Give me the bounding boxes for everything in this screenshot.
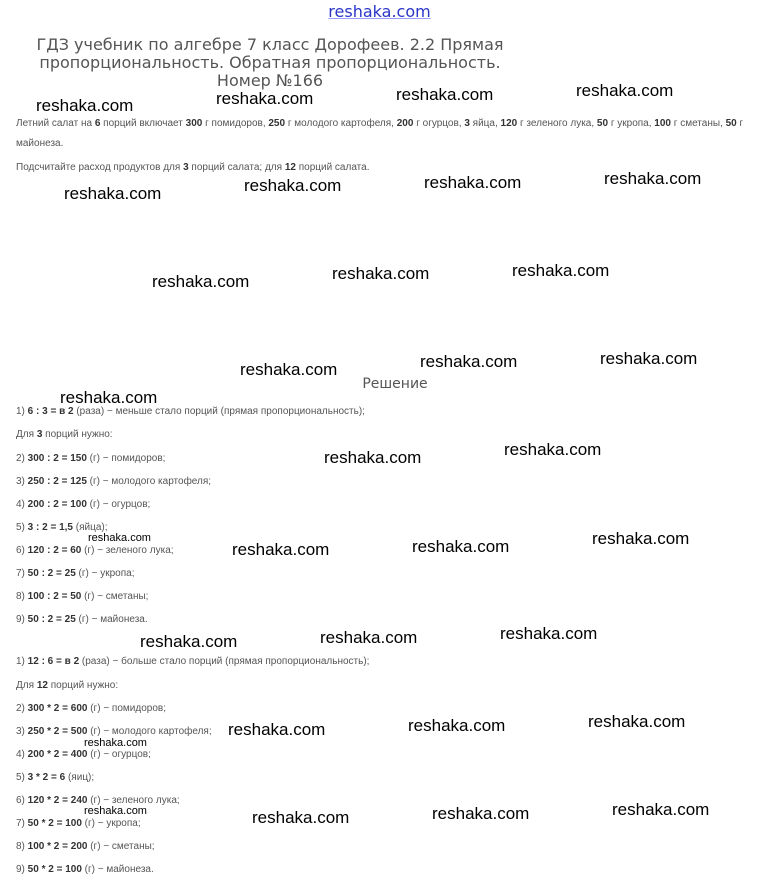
- solution-line: 1) 6 : 3 = в 2 (раза) − меньше стало порций (прямая пропорциональность);: [16, 406, 365, 417]
- solution-line: 6) 120 * 2 = 240 (г) − зеленого лука;: [16, 795, 180, 806]
- watermark: reshaka.com: [432, 804, 530, 823]
- watermark: reshaka.com: [228, 720, 326, 739]
- solution-line: 7) 50 : 2 = 25 (г) − укропа;: [16, 568, 135, 579]
- solution-line: 3) 250 : 2 = 125 (г) − молодого картофеля;: [16, 476, 212, 487]
- watermark: reshaka.com: [88, 532, 151, 544]
- solution-line: 2) 300 : 2 = 150 (г) − помидоров;: [16, 453, 166, 464]
- watermark: reshaka.com: [140, 632, 238, 651]
- watermark: reshaka.com: [84, 805, 147, 817]
- solution-line: 7) 50 * 2 = 100 (г) − укропа;: [16, 818, 141, 829]
- watermark: reshaka.com: [332, 264, 430, 283]
- watermark: reshaka.com: [320, 628, 418, 647]
- problem-paragraph-1: Летний салат на 6 порций включает 300 г помидоров, 250 г молодого картофеля, 200 г огурцов, 3 яйца, 120 г зеленого лука, 50 г укропа, 100 г сметаны, 50 г майонеза.: [16, 118, 744, 149]
- watermark: reshaka.com: [420, 352, 518, 371]
- problem-paragraph-2: Подсчитайте расход продуктов для 3 порций салата; для 12 порций салата.: [16, 162, 370, 173]
- page-title: ГДЗ учебник по алгебре 7 класс Дорофеев. 2.2 Прямая пропорциональность. Обратная пропорциональность. Номер №166: [36, 35, 504, 90]
- watermark: reshaka.com: [152, 272, 250, 291]
- watermark: reshaka.com: [512, 261, 610, 280]
- watermark: reshaka.com: [424, 173, 522, 192]
- solution-line: 5) 3 : 2 = 1,5 (яйца);: [16, 522, 108, 533]
- solution-heading: Решение: [362, 376, 428, 392]
- watermark: reshaka.com: [84, 737, 147, 749]
- watermark: reshaka.com: [412, 537, 510, 556]
- watermark: reshaka.com: [588, 712, 686, 731]
- watermark: reshaka.com: [324, 448, 422, 467]
- solution-line: 5) 3 * 2 = 6 (яиц);: [16, 772, 95, 783]
- solution-line: 6) 120 : 2 = 60 (г) − зеленого лука;: [16, 545, 174, 556]
- watermark: reshaka.com: [576, 81, 674, 100]
- watermark: reshaka.com: [612, 800, 710, 819]
- watermark: reshaka.com: [252, 808, 350, 827]
- solution-line: 2) 300 * 2 = 600 (г) − помидоров;: [16, 703, 166, 714]
- watermark: reshaka.com: [504, 440, 602, 459]
- watermark: reshaka.com: [240, 360, 338, 379]
- site-header-link[interactable]: reshaka.com: [328, 2, 431, 21]
- solution-line: 9) 50 : 2 = 25 (г) − майонеза.: [16, 614, 148, 625]
- watermark: reshaka.com: [244, 176, 342, 195]
- solution-line: 8) 100 * 2 = 200 (г) − сметаны;: [16, 841, 155, 852]
- watermark: reshaka.com: [500, 624, 598, 643]
- solution-line: 8) 100 : 2 = 50 (г) − сметаны;: [16, 591, 149, 602]
- solution-line: 1) 12 : 6 = в 2 (раза) − больше стало порций (прямая пропорциональность);: [16, 656, 370, 667]
- watermark: reshaka.com: [232, 540, 330, 559]
- solution-line: 9) 50 * 2 = 100 (г) − майонеза.: [16, 864, 154, 875]
- solution-line: 4) 200 * 2 = 400 (г) − огурцов;: [16, 749, 151, 760]
- watermark: reshaka.com: [408, 716, 506, 735]
- solution-line: 4) 200 : 2 = 100 (г) − огурцов;: [16, 499, 151, 510]
- watermark: reshaka.com: [600, 349, 698, 368]
- watermark: reshaka.com: [604, 169, 702, 188]
- watermark: reshaka.com: [36, 96, 134, 115]
- watermark: reshaka.com: [60, 388, 158, 407]
- watermark: reshaka.com: [64, 184, 162, 203]
- solution-line: Для 12 порций нужно:: [16, 680, 119, 691]
- solution-line: Для 3 порций нужно:: [16, 429, 113, 440]
- watermark: reshaka.com: [216, 89, 314, 108]
- solution-line: 3) 250 * 2 = 500 (г) − молодого картофеля;: [16, 726, 212, 737]
- watermark: reshaka.com: [592, 529, 690, 548]
- watermark: reshaka.com: [396, 85, 494, 104]
